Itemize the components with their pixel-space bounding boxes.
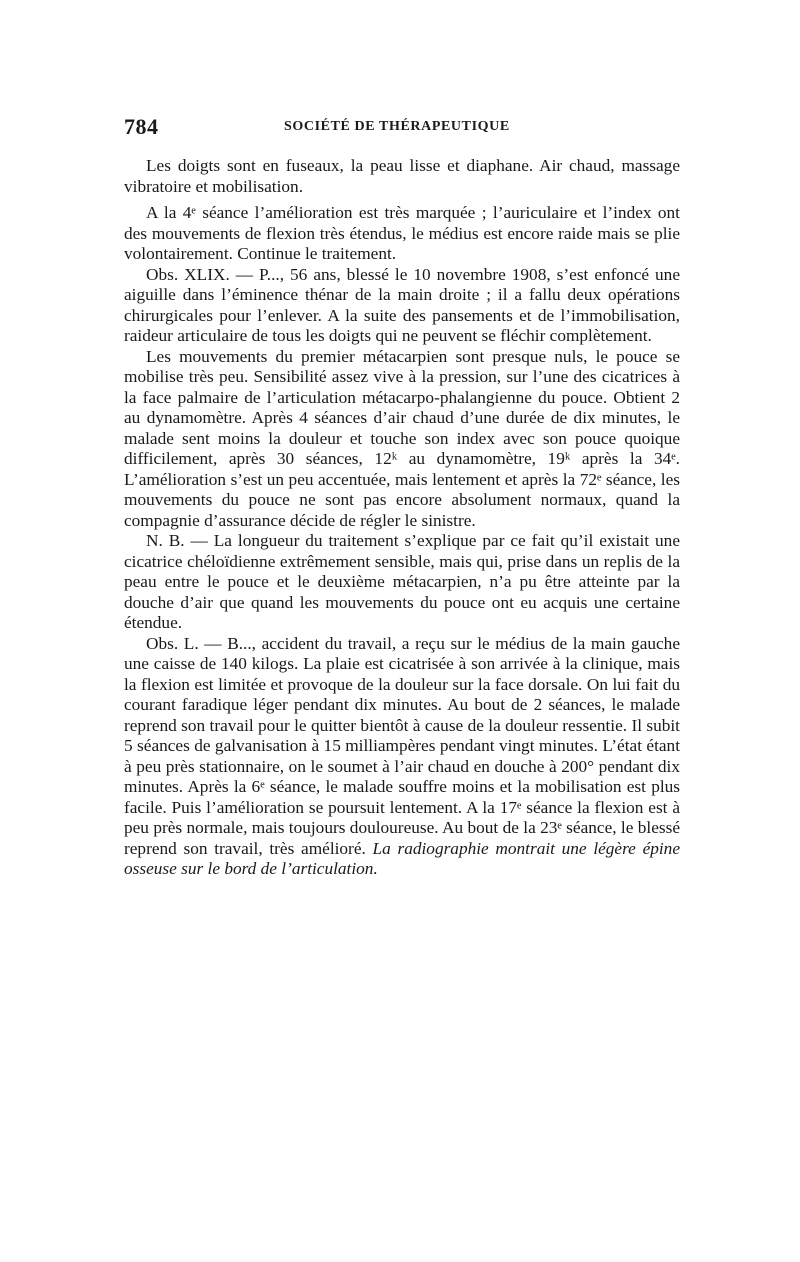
italic-conclusion: La radiographie montrait une légère épine osseuse sur le bord de l’articulation. (124, 838, 680, 878)
running-head (124, 114, 680, 144)
paragraph: Obs. XLIX. — P..., 56 ans, blessé le 10 novembre 1908, s’est enfoncé une aiguille dans l’éminence thénar de la main droite ; il a fallu deux opérations chirurgicales pour l’enlever. A la suite des pansements et de l’immobilisation, raideur articulaire de tous les doigts qui ne peuvent se fléchir complètement. (124, 264, 680, 345)
paragraph: Les mouvements du premier métacarpien sont presque nuls, le pouce se mobilise très peu. Sensibilité assez vive à la pression, sur l’une des cicatrices à la face palmaire de l’articulation métacarpo-phalangienne du pouce. Obtient 2 au dynamomètre. Après 4 séances d’air chaud d’une durée de dix minutes, le malade sent moins la douleur et touche son index avec son pouce quoique difficilement, après 30 séances, 12ᵏ au dynamomètre, 19ᵏ après la 34ᵉ. L’amélioration s’est un peu accentuée, mais lentement et après la 72ᵉ séance, les mouvements du pouce ne sont pas encore absolument normaux, quand la compagnie d’assurance décide de régler le sinistre. (124, 346, 680, 530)
body-text (124, 156, 680, 880)
paragraph: Les doigts sont en fuseaux, la peau lisse et diaphane. Air chaud, massage vibratoire et mobilisation. (124, 156, 680, 196)
paragraph: N. B. — La longueur du traitement s’explique par ce fait qu’il existait une cicatrice chéloïdienne extrêmement sensible, mais qui, prise dans un replis de la peau entre le pouce et le deuxième métacarpien, n’a pu être atteinte par la douche d’air que quand les mouvements du pouce ont eu acquis une certaine étendue. (124, 531, 680, 632)
paragraph-last (124, 634, 680, 880)
paragraph: A la 4ᵉ séance l’amélioration est très marquée ; l’auriculaire et l’index ont des mouvements de flexion très étendus, le médius est encore raide mais se plie volontairement. Continue le traitement. (124, 203, 680, 263)
journal-title: SOCIÉTÉ DE THÉRAPEUTIQUE (284, 119, 510, 134)
paragraph-text: Obs. L. — B..., accident du travail, a reçu sur le médius de la main gauche une caisse de 140 kilogs. La plaie est cicatrisée à son arrivée à la clinique, mais la flexion est limitée et provoque de la douleur sur la face dorsale. On lui fait du courant faradique léger pendant dix minutes. Au bout de 2 séances, le malade reprend son travail pour le quitter bientôt à cause de la douleur ressentie. Il subit 5 séances de galvanisation à 15 milliampères pendant vingt minutes. L’état étant à peu près stationnaire, on le soumet à l’air chaud en douche à 200° pendant dix minutes. Après la 6ᵉ séance, le malade souffre moins et la mobilisation est plus facile. Puis l’amélioration se poursuit lentement. A la 17ᵉ séance la flexion est à peu près normale, mais toujours douloureuse. Au bout de la 23ᵉ séance, le blessé reprend son travail, très amélioré. (124, 633, 680, 858)
page-number: 784 (124, 114, 159, 139)
